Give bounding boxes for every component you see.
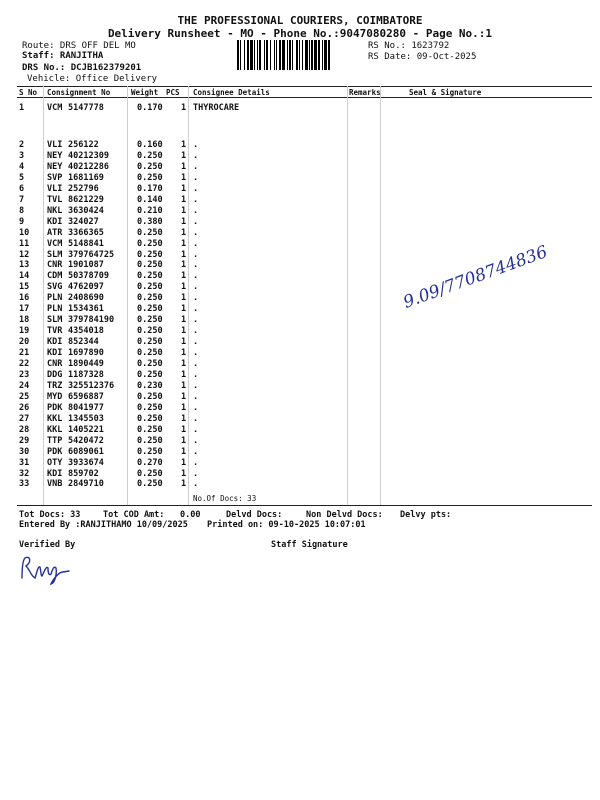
header-weight: Weight: [131, 88, 159, 97]
row-sno: 23: [19, 369, 30, 380]
company-title: THE PROFESSIONAL COURIERS, COIMBATORE: [177, 14, 423, 27]
row-consignee-details: .: [193, 359, 199, 369]
row-consignment-number: 3366365: [68, 227, 104, 238]
row-consignment-number: 1697890: [68, 348, 104, 359]
drs-number: DRS No.: DCJB162379201: [22, 63, 142, 73]
barcode-bar: [266, 40, 268, 70]
row-consignment-prefix: NEY: [47, 161, 63, 172]
row-weight: 0.250: [137, 435, 163, 446]
row-sno: 28: [19, 424, 30, 435]
barcode-bar: [299, 40, 300, 70]
barcode-bar: [305, 40, 308, 70]
row-consignment-number: 852344: [68, 337, 99, 348]
row-consignment-prefix: TTP: [47, 435, 63, 446]
row-sno: 16: [19, 293, 30, 304]
row-consignee-details: .: [193, 380, 199, 391]
table-row: [0, 326, 600, 336]
table-row: [0, 403, 600, 413]
row-consignee-details: .: [193, 194, 199, 205]
barcode-bar: [244, 40, 245, 70]
barcode-bar: [282, 40, 285, 70]
row-pcs: 1: [181, 380, 187, 391]
row-consignment-number: 3933674: [68, 457, 104, 468]
row-sno: 7: [19, 194, 25, 205]
row-consignment-number: 6596887: [68, 391, 104, 402]
row-weight: 0.250: [137, 150, 163, 161]
verified-by-signature: [16, 550, 76, 586]
row-pcs: 1: [181, 172, 187, 183]
row-weight: 0.210: [137, 205, 163, 216]
row-consignment-prefix: KDI: [47, 337, 63, 348]
row-consignment-number: 256122: [68, 140, 99, 150]
row-consignment-number: 5148841: [68, 238, 104, 249]
row-weight: 0.160: [137, 140, 163, 150]
row-consignment-prefix: SVG: [47, 282, 63, 293]
row-consignee-details: .: [193, 457, 199, 468]
barcode-bar: [296, 40, 298, 70]
table-top-border: [17, 86, 592, 87]
table-row: [0, 436, 600, 446]
row-consignment-number: 6089061: [68, 446, 104, 457]
row-pcs: 1: [181, 183, 187, 194]
row-pcs: 1: [181, 446, 187, 457]
row-consignment-prefix: CNR: [47, 359, 63, 369]
row-consignee-details: .: [193, 315, 199, 326]
barcode-bar: [270, 40, 271, 70]
row-consignee-details: .: [193, 238, 199, 249]
row-pcs: 1: [181, 271, 187, 282]
barcode-bar: [292, 40, 293, 70]
row-consignment-number: 1901087: [68, 260, 104, 271]
vehicle-label: Vehicle: Office Delivery: [27, 74, 158, 84]
table-row: [0, 359, 600, 369]
row-sno: 1: [19, 103, 25, 113]
row-consignee-details: THYROCARE: [193, 103, 240, 113]
row-consignment-prefix: VLI: [47, 140, 63, 150]
row-sno: 20: [19, 337, 30, 348]
row-weight: 0.140: [137, 194, 163, 205]
row-consignment-prefix: OTY: [47, 457, 63, 468]
row-consignee-details: .: [193, 402, 199, 413]
row-pcs: 1: [181, 227, 187, 238]
row-consignment-prefix: NEY: [47, 150, 63, 161]
row-weight: 0.250: [137, 424, 163, 435]
row-consignee-details: .: [193, 391, 199, 402]
header-remarks: Remarks: [349, 88, 381, 97]
row-consignee-details: .: [193, 205, 199, 216]
barcode-bar: [314, 40, 317, 70]
barcode-image: [237, 40, 363, 70]
entered-by: Entered By :RANJITHAMO 10/09/2025: [19, 520, 188, 530]
row-consignee-details: .: [193, 161, 199, 172]
table-row: [0, 479, 600, 489]
row-consignment-number: 1534361: [68, 304, 104, 315]
row-sno: 31: [19, 457, 30, 468]
row-consignee-details: .: [193, 337, 199, 348]
table-row: [0, 469, 600, 479]
table-row: [0, 425, 600, 435]
row-consignee-details: .: [193, 183, 199, 194]
barcode-bar: [240, 40, 241, 70]
table-row: [0, 315, 600, 325]
row-weight: 0.250: [137, 260, 163, 271]
barcode-bar: [318, 40, 320, 70]
row-weight: 0.250: [137, 282, 163, 293]
table-row: [0, 337, 600, 347]
row-sno: 11: [19, 238, 30, 249]
barcode-bar: [289, 40, 291, 70]
row-consignment-prefix: VNB: [47, 479, 63, 490]
row-consignment-number: 8041977: [68, 402, 104, 413]
row-consignment-prefix: SLM: [47, 249, 63, 260]
barcode-bar: [257, 40, 258, 70]
row-pcs: 1: [181, 348, 187, 359]
row-weight: 0.250: [137, 271, 163, 282]
row-weight: 0.250: [137, 413, 163, 424]
row-sno: 6: [19, 183, 25, 194]
row-pcs: 1: [181, 326, 187, 337]
table-row: [0, 370, 600, 380]
row-weight: 0.250: [137, 326, 163, 337]
row-weight: 0.250: [137, 315, 163, 326]
row-sno: 12: [19, 249, 30, 260]
row-consignment-number: 40212309: [68, 150, 109, 161]
runsheet-subtitle: Delivery Runsheet - MO - Phone No.:9047080280 - Page No.:1: [107, 27, 493, 40]
row-weight: 0.250: [137, 293, 163, 304]
row-consignment-number: 3630424: [68, 205, 104, 216]
row-sno: 22: [19, 359, 30, 369]
table-row: [0, 162, 600, 172]
row-consignee-details: .: [193, 326, 199, 337]
row-pcs: 1: [181, 435, 187, 446]
table-row: [0, 447, 600, 457]
table-row: [0, 381, 600, 391]
header-seal-signature: Seal & Signature: [409, 88, 482, 97]
row-pcs: 1: [181, 457, 187, 468]
printed-on: Printed on: 09-10-2025 10:07:01: [207, 520, 366, 530]
row-weight: 0.250: [137, 227, 163, 238]
row-consignment-prefix: KKL: [47, 424, 63, 435]
row-sno: 2: [19, 140, 25, 150]
row-consignee-details: .: [193, 446, 199, 457]
row-weight: 0.250: [137, 479, 163, 490]
row-weight: 0.170: [137, 183, 163, 194]
row-consignment-prefix: MYD: [47, 391, 63, 402]
row-pcs: 1: [181, 282, 187, 293]
row-weight: 0.250: [137, 161, 163, 172]
barcode-bar: [274, 40, 275, 70]
table-row: [0, 103, 600, 113]
route-label: Route: DRS OFF DEL MO: [22, 41, 136, 51]
row-consignment-number: 324027: [68, 216, 99, 227]
row-pcs: 1: [181, 216, 187, 227]
row-weight: 0.250: [137, 391, 163, 402]
table-row: [0, 151, 600, 161]
tot-cod-amt-value: 0.00: [180, 510, 201, 520]
row-pcs: 1: [181, 205, 187, 216]
row-consignment-number: 379764725: [68, 249, 115, 260]
row-consignee-details: .: [193, 216, 199, 227]
row-weight: 0.230: [137, 380, 163, 391]
row-sno: 19: [19, 326, 30, 337]
row-consignment-prefix: PDK: [47, 402, 63, 413]
row-consignee-details: .: [193, 249, 199, 260]
row-consignment-prefix: SVP: [47, 172, 63, 183]
table-row: [0, 173, 600, 183]
row-consignee-details: .: [193, 479, 199, 490]
row-consignment-prefix: KDI: [47, 216, 63, 227]
row-pcs: 1: [181, 391, 187, 402]
row-sno: 8: [19, 205, 25, 216]
row-consignment-prefix: VCM: [47, 103, 63, 113]
row-consignment-number: 1345503: [68, 413, 104, 424]
row-pcs: 1: [181, 140, 187, 150]
table-header-border: [17, 97, 592, 98]
row-pcs: 1: [181, 315, 187, 326]
row-consignment-prefix: VCM: [47, 238, 63, 249]
handwritten-phone-text: 9.09/7708744836: [400, 242, 551, 313]
row-sno: 27: [19, 413, 30, 424]
row-weight: 0.380: [137, 216, 163, 227]
row-pcs: 1: [181, 260, 187, 271]
row-pcs: 1: [181, 249, 187, 260]
row-pcs: 1: [181, 369, 187, 380]
row-consignee-details: .: [193, 260, 199, 271]
row-consignment-prefix: PLN: [47, 293, 63, 304]
row-consignee-details: .: [193, 140, 199, 150]
row-consignment-number: 379784190: [68, 315, 115, 326]
row-sno: 18: [19, 315, 30, 326]
row-consignment-prefix: PDK: [47, 446, 63, 457]
row-sno: 32: [19, 468, 30, 479]
handwritten-phone-note: [388, 220, 563, 315]
barcode-bar: [322, 40, 323, 70]
header-sno: S No: [19, 88, 38, 97]
row-sno: 30: [19, 446, 30, 457]
table-row: [0, 195, 600, 205]
row-consignment-number: 1405221: [68, 424, 104, 435]
row-consignment-number: 50378709: [68, 271, 109, 282]
row-weight: 0.250: [137, 468, 163, 479]
tot-docs: Tot Docs: 33: [19, 510, 81, 520]
barcode-bar: [247, 40, 249, 70]
row-pcs: 1: [181, 413, 187, 424]
row-pcs: 1: [181, 103, 187, 113]
row-consignment-number: 40212286: [68, 161, 109, 172]
row-weight: 0.250: [137, 348, 163, 359]
non-delvd-docs: Non Delvd Docs:: [306, 510, 383, 520]
header-consignment: Consignment No: [47, 88, 111, 97]
row-consignee-details: .: [193, 304, 199, 315]
table-row: [0, 392, 600, 402]
barcode-bar: [324, 40, 327, 70]
row-consignment-prefix: NKL: [47, 205, 63, 216]
barcode-bar: [279, 40, 281, 70]
row-consignment-number: 4354018: [68, 326, 104, 337]
row-sno: 13: [19, 260, 30, 271]
row-consignee-details: .: [193, 413, 199, 424]
barcode-bar: [254, 40, 255, 70]
row-pcs: 1: [181, 424, 187, 435]
row-sno: 21: [19, 348, 30, 359]
row-consignment-number: 8621229: [68, 194, 104, 205]
row-sno: 3: [19, 150, 25, 161]
row-sno: 26: [19, 402, 30, 413]
row-sno: 17: [19, 304, 30, 315]
row-sno: 33: [19, 479, 30, 490]
rs-number: RS No.: 1623792: [368, 41, 450, 51]
barcode-bar: [309, 40, 310, 70]
row-consignee-details: .: [193, 468, 199, 479]
row-consignee-details: .: [193, 282, 199, 293]
row-pcs: 1: [181, 238, 187, 249]
table-row: [0, 140, 600, 150]
row-pcs: 1: [181, 337, 187, 348]
row-consignee-details: .: [193, 150, 199, 161]
table-row: [0, 458, 600, 468]
barcode-bar: [311, 40, 313, 70]
header-pcs: PCS: [166, 88, 180, 97]
row-weight: 0.250: [137, 249, 163, 260]
row-consignee-details: .: [193, 435, 199, 446]
row-sno: 4: [19, 161, 25, 172]
row-consignment-number: 2849710: [68, 479, 104, 490]
row-consignment-prefix: TVL: [47, 194, 63, 205]
row-sno: 5: [19, 172, 25, 183]
row-sno: 15: [19, 282, 30, 293]
row-consignment-number: 1890449: [68, 359, 104, 369]
barcode-bar: [259, 40, 261, 70]
row-pcs: 1: [181, 479, 187, 490]
delvy-pts: Delvy pts:: [400, 510, 452, 520]
row-weight: 0.250: [137, 446, 163, 457]
row-weight: 0.250: [137, 172, 163, 183]
row-consignment-prefix: KKL: [47, 413, 63, 424]
table-row: [0, 348, 600, 358]
verified-by-label: Verified By: [19, 540, 76, 550]
row-consignment-prefix: SLM: [47, 315, 63, 326]
row-pcs: 1: [181, 304, 187, 315]
barcode-bar: [276, 40, 277, 70]
tot-cod-amt-label: Tot COD Amt:: [103, 510, 165, 520]
row-weight: 0.250: [137, 402, 163, 413]
row-pcs: 1: [181, 161, 187, 172]
row-consignment-prefix: VLI: [47, 183, 63, 194]
row-sno: 24: [19, 380, 30, 391]
row-weight: 0.250: [137, 304, 163, 315]
staff-label: Staff: RANJITHA: [22, 51, 104, 61]
row-consignee-details: .: [193, 172, 199, 183]
barcode-bar: [250, 40, 253, 70]
row-pcs: 1: [181, 359, 187, 369]
delvd-docs: Delvd Docs:: [226, 510, 283, 520]
row-weight: 0.250: [137, 238, 163, 249]
row-pcs: 1: [181, 402, 187, 413]
row-consignment-prefix: TRZ: [47, 380, 63, 391]
row-consignment-prefix: DDG: [47, 369, 63, 380]
row-consignee-details: .: [193, 293, 199, 304]
row-sno: 9: [19, 216, 25, 227]
row-weight: 0.270: [137, 457, 163, 468]
row-consignment-number: 1681169: [68, 172, 104, 183]
row-sno: 25: [19, 391, 30, 402]
row-consignment-number: 325512376: [68, 380, 115, 391]
row-consignment-number: 5420472: [68, 435, 104, 446]
row-consignment-number: 859702: [68, 468, 99, 479]
barcode-bar: [302, 40, 303, 70]
no-of-docs: No.Of Docs: 33: [193, 494, 257, 503]
row-consignment-number: 252796: [68, 183, 99, 194]
row-consignment-prefix: TVR: [47, 326, 63, 337]
table-bottom-border: [17, 505, 592, 506]
row-consignee-details: .: [193, 271, 199, 282]
barcode-bar: [264, 40, 265, 70]
row-sno: 10: [19, 227, 30, 238]
table-row: [0, 414, 600, 424]
row-pcs: 1: [181, 150, 187, 161]
table-row: [0, 184, 600, 194]
row-weight: 0.250: [137, 369, 163, 380]
row-consignee-details: .: [193, 424, 199, 435]
header-consignee-details: Consignee Details: [193, 88, 270, 97]
row-sno: 14: [19, 271, 30, 282]
row-consignee-details: .: [193, 227, 199, 238]
row-pcs: 1: [181, 293, 187, 304]
staff-signature-label: Staff Signature: [271, 540, 348, 550]
row-consignment-prefix: CNR: [47, 260, 63, 271]
barcode-bar: [328, 40, 330, 70]
row-consignment-number: 5147778: [68, 103, 104, 113]
row-consignment-prefix: KDI: [47, 348, 63, 359]
row-weight: 0.170: [137, 103, 163, 113]
row-consignee-details: .: [193, 369, 199, 380]
row-consignment-prefix: CDM: [47, 271, 63, 282]
row-consignment-prefix: ATR: [47, 227, 63, 238]
row-consignment-prefix: KDI: [47, 468, 63, 479]
row-pcs: 1: [181, 468, 187, 479]
row-consignment-number: 2408690: [68, 293, 104, 304]
barcode-bar: [287, 40, 288, 70]
row-weight: 0.250: [137, 337, 163, 348]
row-consignee-details: .: [193, 348, 199, 359]
row-weight: 0.250: [137, 359, 163, 369]
row-consignment-number: 4762097: [68, 282, 104, 293]
row-consignment-number: 1187328: [68, 369, 104, 380]
row-consignment-prefix: PLN: [47, 304, 63, 315]
rs-date: RS Date: 09-Oct-2025: [368, 52, 477, 62]
barcode-bar: [237, 40, 239, 70]
table-row: [0, 206, 600, 216]
row-sno: 29: [19, 435, 30, 446]
row-pcs: 1: [181, 194, 187, 205]
